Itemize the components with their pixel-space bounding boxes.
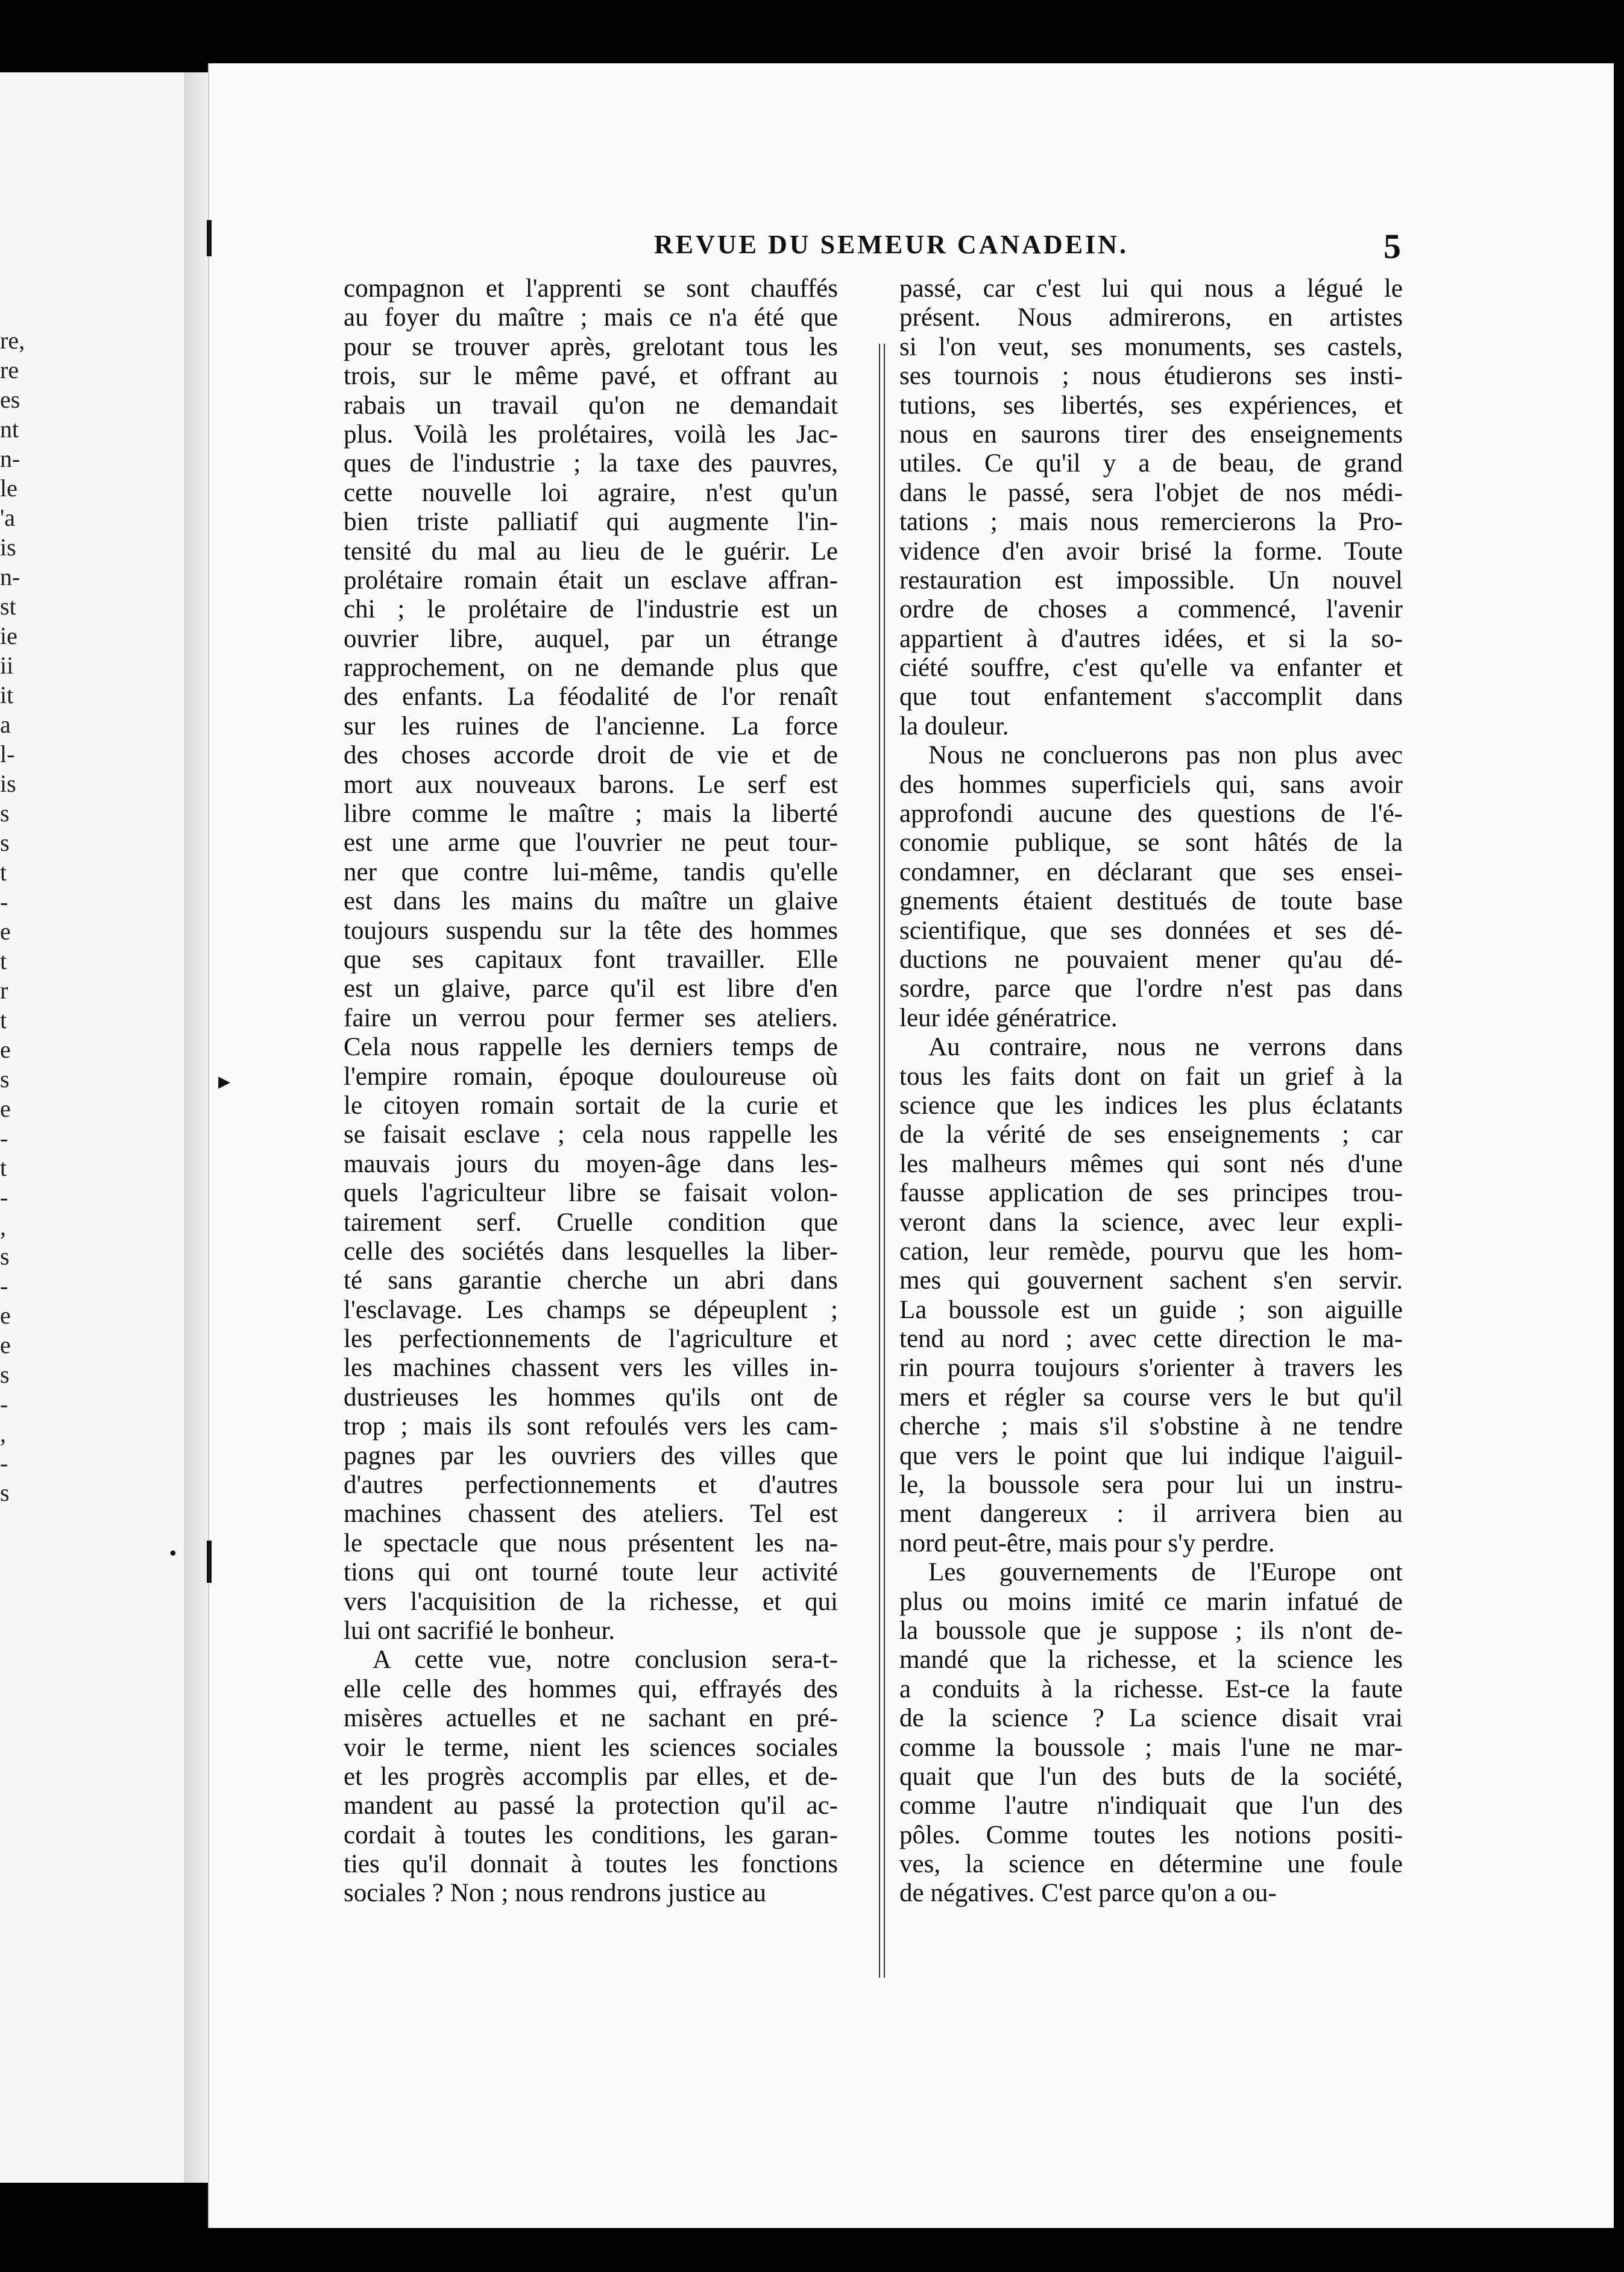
- text-line: approfondi aucune des questions de l'é-: [899, 800, 1403, 828]
- text-line: tutions, ses libertés, ses expériences, et: [899, 391, 1403, 420]
- text-line: chi ; le prolétaire de l'industrie est un: [344, 595, 838, 624]
- text-line: ses tournois ; nous étudierons ses insti-: [899, 362, 1403, 391]
- column-rule: [879, 344, 885, 1978]
- text-line: les malheurs mêmes qui sont nés d'une: [899, 1149, 1403, 1178]
- text-line: présent. Nous admirerons, en artistes: [899, 303, 1403, 332]
- text-line: mes qui gouvernent sachent s'en servir.: [899, 1266, 1403, 1295]
- facing-page-fragment-line: ie: [0, 622, 17, 649]
- text-line: cherche ; mais s'il s'obstine à ne tendre: [899, 1412, 1403, 1441]
- text-line: vidence d'en avoir brisé la forme. Toute: [899, 537, 1403, 566]
- facing-page-fragment-line: t: [0, 947, 7, 974]
- text-line: que ses capitaux font travailler. Elle: [344, 945, 838, 974]
- text-line: trois, sur le même pavé, et offrant au: [344, 362, 838, 391]
- facing-page-fragment-line: -: [0, 888, 8, 915]
- text-line: veront dans la science, avec leur expli-: [899, 1208, 1403, 1237]
- text-line: voir le terme, nient les sciences sociales: [344, 1733, 838, 1762]
- text-line: est un glaive, parce qu'il est libre d'en: [344, 974, 838, 1003]
- text-line: tend au nord ; avec cette direction le ma-: [899, 1325, 1403, 1354]
- text-line: pagnes par les ouvriers des villes que: [344, 1441, 838, 1470]
- text-line: plus. Voilà les prolétaires, voilà les Jac-: [344, 420, 838, 449]
- text-line: ties qu'il donnait à toutes les fonctions: [344, 1850, 838, 1879]
- text-line: appartient à d'autres idées, et si la so-: [899, 624, 1403, 653]
- facing-page-fragment-line: -: [0, 1450, 8, 1477]
- text-line: de la vérité de ses enseignements ; car: [899, 1120, 1403, 1149]
- facing-page-fragment-line: nt: [0, 415, 19, 443]
- text-line: mort aux nouveaux barons. Le serf est: [344, 770, 838, 799]
- text-line: nous en saurons tirer des enseignements: [899, 420, 1403, 449]
- text-line: Au contraire, nous ne verrons dans: [928, 1033, 1403, 1062]
- text-line: des hommes superficiels qui, sans avoir: [899, 770, 1403, 799]
- text-column-right: [899, 274, 1403, 1908]
- facing-page-fragment-line: -: [0, 1125, 8, 1152]
- facing-page-fragment-line: n-: [0, 563, 20, 590]
- text-line: cette nouvelle loi agraire, n'est qu'un: [344, 478, 838, 507]
- facing-page-fragment-line: is: [0, 770, 16, 797]
- text-line: mauvais jours du moyen-âge dans les-: [344, 1149, 838, 1178]
- text-line: au foyer du maître ; mais ce n'a été que: [344, 303, 838, 332]
- facing-page-fragment-line: s: [0, 800, 10, 827]
- facing-page-fragment-line: r: [0, 977, 8, 1004]
- margin-bullet-icon: ▸: [218, 1067, 231, 1095]
- text-line: a conduits à la richesse. Est-ce la faute: [899, 1674, 1403, 1703]
- text-line: cation, leur remède, pourvu que les hom-: [899, 1237, 1403, 1266]
- margin-mark-bottom: [207, 1541, 212, 1583]
- text-line: tions qui ont tourné toute leur activité: [344, 1558, 838, 1587]
- text-line: sociales ? Non ; nous rendrons justice au: [344, 1879, 766, 1908]
- facing-page-fragment-line: st: [0, 593, 16, 620]
- text-line: dustrieuses les hommes qu'ils ont de: [344, 1383, 838, 1412]
- text-line: cordait à toutes les conditions, les garan-: [344, 1820, 838, 1849]
- text-line: prolétaire romain était un esclave affran-: [344, 566, 838, 595]
- text-line: toujours suspendu sur la tête des hommes: [344, 916, 838, 945]
- text-line: elle celle des hommes qui, effrayés des: [344, 1674, 838, 1703]
- text-line: plus ou moins imité ce marin infatué de: [899, 1587, 1403, 1616]
- text-line: fausse application de ses principes trou-: [899, 1179, 1403, 1208]
- text-line: scientifique, que ses données et ses dé-: [899, 916, 1403, 945]
- text-line: ouvrier libre, auquel, par un étrange: [344, 624, 838, 653]
- text-line: des choses accorde droit de vie et de: [344, 741, 838, 770]
- text-line: condamner, en déclarant que ses ensei-: [899, 857, 1403, 886]
- text-line: tensité du mal au lieu de le guérir. Le: [344, 537, 838, 566]
- text-line: sur les ruines de l'ancienne. La force: [344, 712, 838, 740]
- facing-page-fragment-line: re,: [0, 327, 25, 354]
- facing-page-fragment-line: es: [0, 386, 20, 413]
- text-line: compagnon et l'apprenti se sont chauffés: [344, 274, 838, 303]
- facing-page-fragment-line: e: [0, 1095, 11, 1122]
- text-line: Cela nous rappelle les derniers temps de: [344, 1033, 838, 1062]
- text-line: Les gouvernements de l'Europe ont: [928, 1558, 1403, 1587]
- text-line: gnements étaient destitués de toute base: [899, 887, 1403, 916]
- text-line: nord peut-être, mais pour s'y perdre.: [899, 1529, 1275, 1557]
- text-line: pour se trouver après, grelotant tous les: [344, 332, 838, 361]
- facing-page-fragment-line: a: [0, 711, 11, 738]
- text-line: libre comme le maître ; mais la liberté: [344, 800, 838, 828]
- text-line: comme la boussole ; mais l'une ne mar-: [899, 1733, 1403, 1762]
- text-line: science que les indices les plus éclatants: [899, 1091, 1403, 1120]
- facing-page-fragment-line: ,: [0, 1213, 6, 1240]
- text-line: rapprochement, on ne demande plus que: [344, 654, 838, 683]
- facing-page-text-fragments: [0, 326, 36, 1507]
- text-line: leur idée génératrice.: [899, 1003, 1118, 1032]
- text-line: passé, car c'est lui qui nous a légué le: [899, 274, 1403, 303]
- text-line: mers et régler sa course vers le but qu'il: [899, 1383, 1403, 1412]
- facing-page-fragment-line: e: [0, 1331, 11, 1358]
- text-line: ment dangereux : il arrivera bien au: [899, 1500, 1403, 1529]
- text-line: misères actuelles et ne sachant en pré-: [344, 1704, 838, 1733]
- text-line: et les progrès accomplis par elles, et de-: [344, 1762, 838, 1791]
- text-line: bien triste palliatif qui augmente l'in-: [344, 508, 838, 537]
- text-line: lui ont sacrifié le bonheur.: [344, 1616, 615, 1645]
- facing-page-fragment-line: s: [0, 1065, 10, 1093]
- text-line: tous les faits dont on fait un grief à la: [899, 1062, 1403, 1091]
- facing-page-fragment-line: t: [0, 859, 7, 886]
- facing-page-fragment-line: n-: [0, 445, 20, 472]
- facing-page-fragment-line: e: [0, 1302, 11, 1329]
- text-line: faire un verrou pour fermer ses ateliers.: [344, 1003, 838, 1032]
- facing-page-fragment-line: s: [0, 1479, 10, 1506]
- facing-page-fragment-line: s: [0, 1361, 10, 1388]
- facing-page-fragment-line: ,: [0, 1420, 6, 1447]
- text-line: vers l'acquisition de la richesse, et qui: [344, 1587, 838, 1616]
- facing-page-fragment-line: re: [0, 356, 19, 383]
- text-line: conomie publique, se sont hâtés de la: [899, 828, 1403, 857]
- text-line: ordre de choses a commencé, l'avenir: [899, 595, 1403, 624]
- text-line: pôles. Comme toutes les notions positi-: [899, 1820, 1403, 1849]
- text-line: Nous ne concluerons pas non plus avec: [928, 741, 1403, 770]
- text-line: mandent au passé la protection qu'il ac-: [344, 1791, 838, 1820]
- text-line: restauration est impossible. Un nouvel: [899, 566, 1403, 595]
- text-line: utiles. Ce qu'il y a de beau, de grand: [899, 449, 1403, 478]
- running-title: REVUE DU SEMEUR CANADEIN.: [654, 230, 1128, 259]
- text-line: est dans les mains du maître un glaive: [344, 887, 838, 916]
- text-line: se faisait esclave ; cela nous rappelle les: [344, 1120, 838, 1149]
- text-line: tairement serf. Cruelle condition que: [344, 1208, 838, 1237]
- facing-page-fragment-line: t: [0, 1154, 7, 1181]
- text-line: est une arme que l'ouvrier ne peut tour-: [344, 828, 838, 857]
- text-line: ques de l'industrie ; la taxe des pauvres,: [344, 449, 838, 478]
- margin-dot-icon: •: [168, 1544, 178, 1565]
- text-line: ner que contre lui-même, tandis qu'elle: [344, 857, 838, 886]
- facing-page-fragment-line: s: [0, 829, 10, 856]
- text-column-left: [344, 274, 838, 1908]
- text-line: le, la boussole sera pour lui un instru-: [899, 1471, 1403, 1500]
- text-line: ductions ne pouvaient mener qu'au dé-: [899, 945, 1403, 974]
- text-line: la boussole que je suppose ; ils n'ont de-: [899, 1616, 1403, 1645]
- margin-mark-top: [207, 220, 212, 256]
- text-line: machines chassent des ateliers. Tel est: [344, 1500, 838, 1529]
- text-line: si l'on veut, ses monuments, ses castels,: [899, 332, 1403, 361]
- facing-page-fragment-line: ii: [0, 652, 14, 679]
- text-line: trop ; mais ils sont refoulés vers les cam-: [344, 1412, 838, 1441]
- facing-page-fragment-line: is: [0, 534, 16, 561]
- text-line: l'empire romain, époque douloureuse où: [344, 1062, 838, 1091]
- text-line: quels l'agriculteur libre se faisait volon-: [344, 1179, 838, 1208]
- facing-page-fragment: [0, 72, 199, 2183]
- facing-page-fragment-line: l-: [0, 740, 15, 768]
- text-line: le spectacle que nous présentent les na-: [344, 1529, 838, 1557]
- text-line: les machines chassent vers les villes in-: [344, 1354, 838, 1383]
- text-line: ves, la science en détermine une foule: [899, 1850, 1403, 1879]
- text-line: les perfectionnements de l'agriculture et: [344, 1325, 838, 1354]
- text-line: des enfants. La féodalité de l'or renaît: [344, 683, 838, 712]
- facing-page-fragment-line: le: [0, 475, 17, 502]
- facing-page-fragment-line: -: [0, 1390, 8, 1418]
- facing-page-fragment-line: it: [0, 681, 14, 708]
- text-line: le citoyen romain sortait de la curie et: [344, 1091, 838, 1120]
- facing-page-fragment-line: t: [0, 1006, 7, 1033]
- text-line: comme l'autre n'indiquait que l'un des: [899, 1791, 1403, 1820]
- text-line: que vers le point que lui indique l'aiguil-: [899, 1441, 1403, 1470]
- text-line: ciété souffre, c'est qu'elle va enfanter et: [899, 654, 1403, 683]
- text-line: que tout enfantement s'accomplit dans: [899, 683, 1403, 712]
- facing-page-fragment-line: e: [0, 1036, 11, 1063]
- text-line: rabais un travail qu'on ne demandait: [344, 391, 838, 420]
- text-line: de la science ? La science disait vrai: [899, 1704, 1403, 1733]
- text-line: mandé que la richesse, et la science les: [899, 1646, 1403, 1674]
- text-line: A cette vue, notre conclusion sera-t-: [373, 1646, 838, 1674]
- facing-page-fragment-line: s: [0, 1243, 10, 1270]
- text-line: dans le passé, sera l'objet de nos médi-: [899, 478, 1403, 507]
- facing-page-fragment-line: -: [0, 1272, 8, 1299]
- text-line: d'autres perfectionnements et d'autres: [344, 1471, 838, 1500]
- text-line: La boussole est un guide ; son aiguille: [899, 1295, 1403, 1324]
- text-line: de négatives. C'est parce qu'on a ou-: [899, 1879, 1277, 1908]
- text-line: tations ; mais nous remercierons la Pro-: [899, 508, 1403, 537]
- facing-page-fragment-line: -: [0, 1184, 8, 1211]
- text-line: té sans garantie cherche un abri dans: [344, 1266, 838, 1295]
- text-line: quait que l'un des buts de la société,: [899, 1762, 1403, 1791]
- facing-page-fragment-line: e: [0, 918, 11, 945]
- text-line: la douleur.: [899, 712, 1009, 740]
- text-line: sordre, parce que l'ordre n'est pas dans: [899, 974, 1403, 1003]
- text-line: l'esclavage. Les champs se dépeuplent ;: [344, 1295, 838, 1324]
- text-line: celle des sociétés dans lesquelles la liber-: [344, 1237, 838, 1266]
- facing-page-fragment-line: 'a: [0, 504, 15, 531]
- text-line: rin pourra toujours s'orienter à travers les: [899, 1354, 1403, 1383]
- page-number: 5: [1383, 227, 1401, 266]
